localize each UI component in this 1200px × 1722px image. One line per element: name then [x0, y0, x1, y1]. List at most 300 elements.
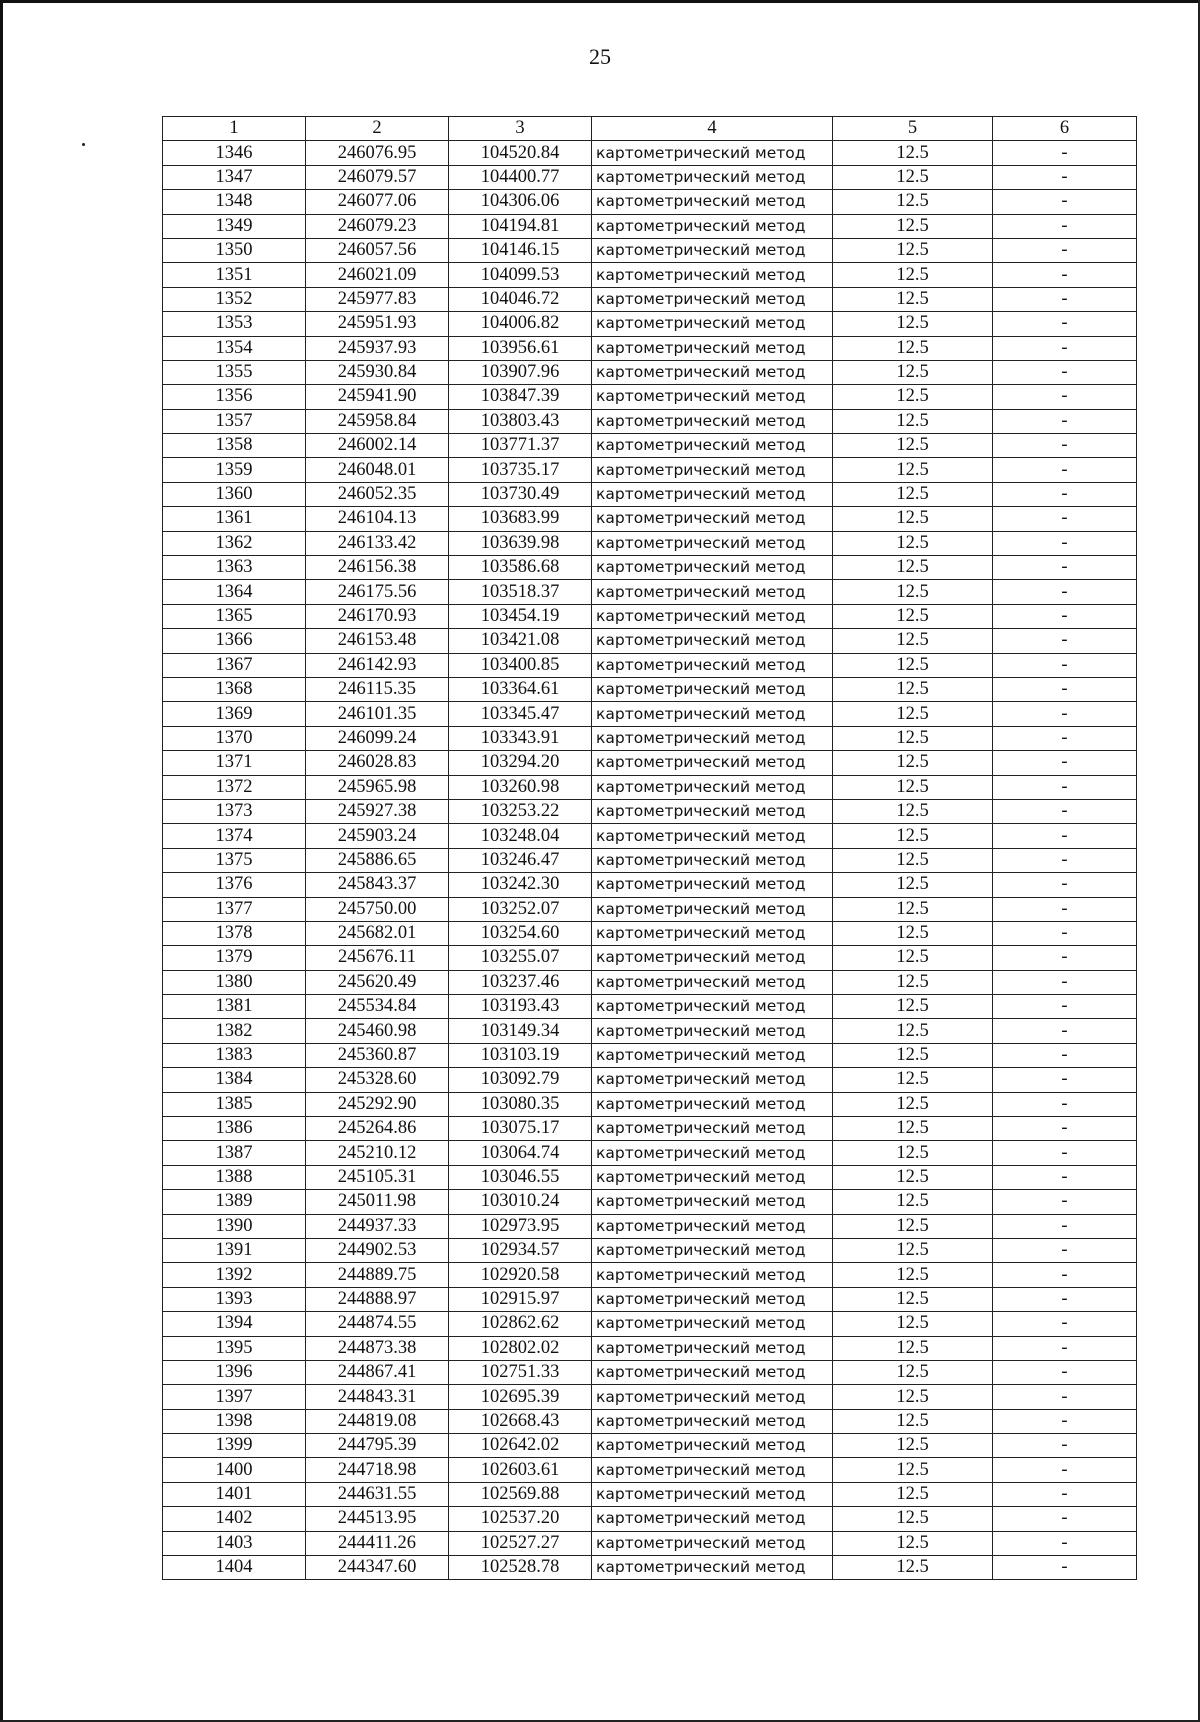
accuracy-cell: 12.5: [833, 1043, 993, 1067]
accuracy-cell: 12.5: [833, 921, 993, 945]
table-row: [163, 751, 1137, 775]
accuracy-cell: 12.5: [833, 434, 993, 458]
y-coordinate-cell: 103242.30: [449, 873, 592, 897]
method-cell: картометрический метод: [592, 190, 833, 214]
point-number-cell: 1393: [163, 1287, 306, 1311]
column-header-4: 4: [592, 117, 833, 141]
table-row: [163, 1385, 1137, 1409]
table-body: [163, 141, 1137, 1580]
x-coordinate-cell: 244867.41: [306, 1360, 449, 1384]
y-coordinate-cell: 102915.97: [449, 1287, 592, 1311]
y-coordinate-cell: 102802.02: [449, 1336, 592, 1360]
method-cell: картометрический метод: [592, 1287, 833, 1311]
y-coordinate-cell: 103092.79: [449, 1068, 592, 1092]
x-coordinate-cell: 245360.87: [306, 1043, 449, 1067]
x-coordinate-cell: 246028.83: [306, 751, 449, 775]
y-coordinate-cell: 103586.68: [449, 556, 592, 580]
method-cell: картометрический метод: [592, 1238, 833, 1262]
accuracy-cell: 12.5: [833, 970, 993, 994]
method-cell: картометрический метод: [592, 238, 833, 262]
method-cell: картометрический метод: [592, 1141, 833, 1165]
x-coordinate-cell: 245937.93: [306, 336, 449, 360]
point-number-cell: 1353: [163, 312, 306, 336]
point-number-cell: 1382: [163, 1019, 306, 1043]
y-coordinate-cell: 103771.37: [449, 434, 592, 458]
method-cell: картометрический метод: [592, 141, 833, 165]
accuracy-cell: 12.5: [833, 1141, 993, 1165]
table-row: [163, 312, 1137, 336]
table-row: [163, 1312, 1137, 1336]
column-header-3: 3: [449, 117, 592, 141]
table-row: [163, 1360, 1137, 1384]
description-cell: -: [993, 629, 1137, 653]
point-number-cell: 1395: [163, 1336, 306, 1360]
x-coordinate-cell: 245930.84: [306, 360, 449, 384]
accuracy-cell: 12.5: [833, 1531, 993, 1555]
accuracy-cell: 12.5: [833, 580, 993, 604]
table-row: [163, 946, 1137, 970]
y-coordinate-cell: 103260.98: [449, 775, 592, 799]
method-cell: картометрический метод: [592, 360, 833, 384]
page-number: 25: [589, 44, 611, 69]
accuracy-cell: 12.5: [833, 458, 993, 482]
accuracy-cell: 12.5: [833, 360, 993, 384]
method-cell: картометрический метод: [592, 726, 833, 750]
description-cell: -: [993, 1312, 1137, 1336]
point-number-cell: 1383: [163, 1043, 306, 1067]
method-cell: картометрический метод: [592, 677, 833, 701]
y-coordinate-cell: 104306.06: [449, 190, 592, 214]
description-cell: -: [993, 824, 1137, 848]
table-row: [163, 287, 1137, 311]
scan-edge-left: [0, 0, 3, 1722]
method-cell: картометрический метод: [592, 580, 833, 604]
point-number-cell: 1355: [163, 360, 306, 384]
table-row: [163, 604, 1137, 628]
table-row: [163, 1141, 1137, 1165]
table-row: [163, 897, 1137, 921]
description-cell: -: [993, 726, 1137, 750]
accuracy-cell: 12.5: [833, 1190, 993, 1214]
point-number-cell: 1363: [163, 556, 306, 580]
x-coordinate-cell: 244937.33: [306, 1214, 449, 1238]
method-cell: картометрический метод: [592, 1068, 833, 1092]
x-coordinate-cell: 246156.38: [306, 556, 449, 580]
accuracy-cell: 12.5: [833, 531, 993, 555]
y-coordinate-cell: 104520.84: [449, 141, 592, 165]
x-coordinate-cell: 245927.38: [306, 799, 449, 823]
x-coordinate-cell: 245750.00: [306, 897, 449, 921]
y-coordinate-cell: 103730.49: [449, 482, 592, 506]
y-coordinate-cell: 103149.34: [449, 1019, 592, 1043]
description-cell: -: [993, 799, 1137, 823]
point-number-cell: 1402: [163, 1507, 306, 1531]
x-coordinate-cell: 246052.35: [306, 482, 449, 506]
y-coordinate-cell: 103237.46: [449, 970, 592, 994]
point-number-cell: 1391: [163, 1238, 306, 1262]
description-cell: -: [993, 1434, 1137, 1458]
accuracy-cell: 12.5: [833, 1360, 993, 1384]
x-coordinate-cell: 245958.84: [306, 409, 449, 433]
x-coordinate-cell: 246099.24: [306, 726, 449, 750]
y-coordinate-cell: 103907.96: [449, 360, 592, 384]
table-row: [163, 1287, 1137, 1311]
description-cell: -: [993, 1336, 1137, 1360]
method-cell: картометрический метод: [592, 775, 833, 799]
y-coordinate-cell: 103518.37: [449, 580, 592, 604]
description-cell: -: [993, 1043, 1137, 1067]
point-number-cell: 1392: [163, 1263, 306, 1287]
accuracy-cell: 12.5: [833, 238, 993, 262]
description-cell: -: [993, 409, 1137, 433]
point-number-cell: 1404: [163, 1556, 306, 1580]
y-coordinate-cell: 103064.74: [449, 1141, 592, 1165]
accuracy-cell: 12.5: [833, 1434, 993, 1458]
accuracy-cell: 12.5: [833, 848, 993, 872]
x-coordinate-cell: 246076.95: [306, 141, 449, 165]
method-cell: картометрический метод: [592, 1019, 833, 1043]
x-coordinate-cell: 245951.93: [306, 312, 449, 336]
point-number-cell: 1384: [163, 1068, 306, 1092]
accuracy-cell: 12.5: [833, 409, 993, 433]
accuracy-cell: 12.5: [833, 653, 993, 677]
description-cell: -: [993, 1287, 1137, 1311]
table-row: [163, 141, 1137, 165]
description-cell: -: [993, 336, 1137, 360]
y-coordinate-cell: 102569.88: [449, 1482, 592, 1506]
point-number-cell: 1398: [163, 1409, 306, 1433]
method-cell: картометрический метод: [592, 165, 833, 189]
description-cell: -: [993, 1385, 1137, 1409]
y-coordinate-cell: 103075.17: [449, 1117, 592, 1141]
y-coordinate-cell: 103253.22: [449, 799, 592, 823]
table-row: [163, 995, 1137, 1019]
method-cell: картометрический метод: [592, 214, 833, 238]
x-coordinate-cell: 246079.57: [306, 165, 449, 189]
table-row: [163, 190, 1137, 214]
method-cell: картометрический метод: [592, 1117, 833, 1141]
y-coordinate-cell: 102862.62: [449, 1312, 592, 1336]
table-row: [163, 507, 1137, 531]
table-row: [163, 653, 1137, 677]
y-coordinate-cell: 103252.07: [449, 897, 592, 921]
method-cell: картометрический метод: [592, 1336, 833, 1360]
method-cell: картометрический метод: [592, 482, 833, 506]
y-coordinate-cell: 103255.07: [449, 946, 592, 970]
description-cell: -: [993, 1117, 1137, 1141]
point-number-cell: 1396: [163, 1360, 306, 1384]
y-coordinate-cell: 103683.99: [449, 507, 592, 531]
method-cell: картометрический метод: [592, 1214, 833, 1238]
y-coordinate-cell: 103345.47: [449, 702, 592, 726]
point-number-cell: 1371: [163, 751, 306, 775]
point-number-cell: 1399: [163, 1434, 306, 1458]
x-coordinate-cell: 245843.37: [306, 873, 449, 897]
table-row: [163, 873, 1137, 897]
y-coordinate-cell: 102920.58: [449, 1263, 592, 1287]
y-coordinate-cell: 103010.24: [449, 1190, 592, 1214]
x-coordinate-cell: 244889.75: [306, 1263, 449, 1287]
table-header-row: [163, 117, 1137, 141]
description-cell: -: [993, 677, 1137, 701]
point-number-cell: 1394: [163, 1312, 306, 1336]
x-coordinate-cell: 246153.48: [306, 629, 449, 653]
accuracy-cell: 12.5: [833, 141, 993, 165]
accuracy-cell: 12.5: [833, 1385, 993, 1409]
x-coordinate-cell: 245676.11: [306, 946, 449, 970]
method-cell: картометрический метод: [592, 458, 833, 482]
accuracy-cell: 12.5: [833, 1019, 993, 1043]
x-coordinate-cell: 244843.31: [306, 1385, 449, 1409]
description-cell: -: [993, 653, 1137, 677]
x-coordinate-cell: 244795.39: [306, 1434, 449, 1458]
table-row: [163, 1068, 1137, 1092]
x-coordinate-cell: 246142.93: [306, 653, 449, 677]
point-number-cell: 1362: [163, 531, 306, 555]
description-cell: -: [993, 1409, 1137, 1433]
method-cell: картометрический метод: [592, 702, 833, 726]
accuracy-cell: 12.5: [833, 1409, 993, 1433]
x-coordinate-cell: 246175.56: [306, 580, 449, 604]
description-cell: -: [993, 1458, 1137, 1482]
table-row: [163, 1092, 1137, 1116]
y-coordinate-cell: 102695.39: [449, 1385, 592, 1409]
accuracy-cell: 12.5: [833, 629, 993, 653]
y-coordinate-cell: 104046.72: [449, 287, 592, 311]
y-coordinate-cell: 102668.43: [449, 1409, 592, 1433]
x-coordinate-cell: 244902.53: [306, 1238, 449, 1262]
point-number-cell: 1368: [163, 677, 306, 701]
point-number-cell: 1401: [163, 1482, 306, 1506]
accuracy-cell: 12.5: [833, 604, 993, 628]
point-number-cell: 1365: [163, 604, 306, 628]
point-number-cell: 1403: [163, 1531, 306, 1555]
table-row: [163, 702, 1137, 726]
accuracy-cell: 12.5: [833, 1482, 993, 1506]
table-row: [163, 970, 1137, 994]
accuracy-cell: 12.5: [833, 726, 993, 750]
table-row: [163, 1019, 1137, 1043]
table-row: [163, 482, 1137, 506]
accuracy-cell: 12.5: [833, 556, 993, 580]
description-cell: -: [993, 897, 1137, 921]
description-cell: -: [993, 1263, 1137, 1287]
table-row: [163, 434, 1137, 458]
method-cell: картометрический метод: [592, 1312, 833, 1336]
x-coordinate-cell: 246057.56: [306, 238, 449, 262]
accuracy-cell: 12.5: [833, 336, 993, 360]
y-coordinate-cell: 102751.33: [449, 1360, 592, 1384]
accuracy-cell: 12.5: [833, 1068, 993, 1092]
y-coordinate-cell: 102528.78: [449, 1556, 592, 1580]
table-row: [163, 336, 1137, 360]
table-row: [163, 1165, 1137, 1189]
table-row: [163, 1043, 1137, 1067]
table-row: [163, 629, 1137, 653]
method-cell: картометрический метод: [592, 1434, 833, 1458]
method-cell: картометрический метод: [592, 897, 833, 921]
point-number-cell: 1374: [163, 824, 306, 848]
y-coordinate-cell: 103046.55: [449, 1165, 592, 1189]
method-cell: картометрический метод: [592, 1092, 833, 1116]
method-cell: картометрический метод: [592, 1482, 833, 1506]
x-coordinate-cell: 245210.12: [306, 1141, 449, 1165]
table-row: [163, 775, 1137, 799]
point-number-cell: 1360: [163, 482, 306, 506]
description-cell: -: [993, 848, 1137, 872]
x-coordinate-cell: 245941.90: [306, 385, 449, 409]
y-coordinate-cell: 104006.82: [449, 312, 592, 336]
description-cell: -: [993, 775, 1137, 799]
x-coordinate-cell: 245460.98: [306, 1019, 449, 1043]
accuracy-cell: 12.5: [833, 677, 993, 701]
scan-speck: [82, 143, 85, 146]
method-cell: картометрический метод: [592, 1360, 833, 1384]
accuracy-cell: 12.5: [833, 824, 993, 848]
description-cell: -: [993, 531, 1137, 555]
point-number-cell: 1358: [163, 434, 306, 458]
x-coordinate-cell: 245620.49: [306, 970, 449, 994]
accuracy-cell: 12.5: [833, 1336, 993, 1360]
x-coordinate-cell: 244819.08: [306, 1409, 449, 1433]
y-coordinate-cell: 103735.17: [449, 458, 592, 482]
x-coordinate-cell: 244347.60: [306, 1556, 449, 1580]
x-coordinate-cell: 245965.98: [306, 775, 449, 799]
description-cell: -: [993, 1556, 1137, 1580]
x-coordinate-cell: 245534.84: [306, 995, 449, 1019]
x-coordinate-cell: 245264.86: [306, 1117, 449, 1141]
point-number-cell: 1348: [163, 190, 306, 214]
x-coordinate-cell: 246002.14: [306, 434, 449, 458]
accuracy-cell: 12.5: [833, 214, 993, 238]
accuracy-cell: 12.5: [833, 1312, 993, 1336]
point-number-cell: 1349: [163, 214, 306, 238]
method-cell: картометрический метод: [592, 385, 833, 409]
description-cell: -: [993, 434, 1137, 458]
coordinates-table: [162, 116, 1137, 1580]
description-cell: -: [993, 580, 1137, 604]
y-coordinate-cell: 103364.61: [449, 677, 592, 701]
y-coordinate-cell: 103248.04: [449, 824, 592, 848]
description-cell: -: [993, 873, 1137, 897]
y-coordinate-cell: 102603.61: [449, 1458, 592, 1482]
x-coordinate-cell: 244873.38: [306, 1336, 449, 1360]
method-cell: картометрический метод: [592, 287, 833, 311]
point-number-cell: 1376: [163, 873, 306, 897]
method-cell: картометрический метод: [592, 751, 833, 775]
description-cell: -: [993, 1507, 1137, 1531]
description-cell: -: [993, 1238, 1137, 1262]
y-coordinate-cell: 102527.27: [449, 1531, 592, 1555]
description-cell: -: [993, 360, 1137, 384]
point-number-cell: 1397: [163, 1385, 306, 1409]
y-coordinate-cell: 104146.15: [449, 238, 592, 262]
table-row: [163, 1263, 1137, 1287]
point-number-cell: 1378: [163, 921, 306, 945]
column-header-6: 6: [993, 117, 1137, 141]
column-header-1: 1: [163, 117, 306, 141]
y-coordinate-cell: 102934.57: [449, 1238, 592, 1262]
accuracy-cell: 12.5: [833, 751, 993, 775]
x-coordinate-cell: 246048.01: [306, 458, 449, 482]
y-coordinate-cell: 103454.19: [449, 604, 592, 628]
method-cell: картометрический метод: [592, 995, 833, 1019]
method-cell: картометрический метод: [592, 1531, 833, 1555]
point-number-cell: 1390: [163, 1214, 306, 1238]
x-coordinate-cell: 246079.23: [306, 214, 449, 238]
method-cell: картометрический метод: [592, 434, 833, 458]
point-number-cell: 1386: [163, 1117, 306, 1141]
method-cell: картометрический метод: [592, 312, 833, 336]
method-cell: картометрический метод: [592, 531, 833, 555]
x-coordinate-cell: 245886.65: [306, 848, 449, 872]
x-coordinate-cell: 246077.06: [306, 190, 449, 214]
point-number-cell: 1359: [163, 458, 306, 482]
point-number-cell: 1400: [163, 1458, 306, 1482]
point-number-cell: 1361: [163, 507, 306, 531]
table-row: [163, 409, 1137, 433]
description-cell: -: [993, 141, 1137, 165]
table-row: [163, 580, 1137, 604]
y-coordinate-cell: 103246.47: [449, 848, 592, 872]
table-row: [163, 1238, 1137, 1262]
point-number-cell: 1346: [163, 141, 306, 165]
accuracy-cell: 12.5: [833, 1507, 993, 1531]
point-number-cell: 1381: [163, 995, 306, 1019]
description-cell: -: [993, 312, 1137, 336]
y-coordinate-cell: 103254.60: [449, 921, 592, 945]
x-coordinate-cell: 245682.01: [306, 921, 449, 945]
description-cell: -: [993, 1360, 1137, 1384]
description-cell: -: [993, 263, 1137, 287]
x-coordinate-cell: 244631.55: [306, 1482, 449, 1506]
point-number-cell: 1380: [163, 970, 306, 994]
scan-edge-top: [0, 0, 1200, 3]
method-cell: картометрический метод: [592, 336, 833, 360]
description-cell: -: [993, 751, 1137, 775]
description-cell: -: [993, 1531, 1137, 1555]
description-cell: -: [993, 970, 1137, 994]
accuracy-cell: 12.5: [833, 1458, 993, 1482]
accuracy-cell: 12.5: [833, 873, 993, 897]
description-cell: -: [993, 995, 1137, 1019]
method-cell: картометрический метод: [592, 263, 833, 287]
x-coordinate-cell: 244513.95: [306, 1507, 449, 1531]
method-cell: картометрический метод: [592, 1263, 833, 1287]
table-row: [163, 1190, 1137, 1214]
description-cell: -: [993, 946, 1137, 970]
column-header-5: 5: [833, 117, 993, 141]
table-row: [163, 531, 1137, 555]
point-number-cell: 1347: [163, 165, 306, 189]
method-cell: картометрический метод: [592, 1507, 833, 1531]
accuracy-cell: 12.5: [833, 287, 993, 311]
table-row: [163, 1458, 1137, 1482]
description-cell: -: [993, 287, 1137, 311]
x-coordinate-cell: 245105.31: [306, 1165, 449, 1189]
point-number-cell: 1379: [163, 946, 306, 970]
table-row: [163, 556, 1137, 580]
x-coordinate-cell: 246170.93: [306, 604, 449, 628]
table-row: [163, 1434, 1137, 1458]
accuracy-cell: 12.5: [833, 1238, 993, 1262]
description-cell: -: [993, 1482, 1137, 1506]
point-number-cell: 1367: [163, 653, 306, 677]
y-coordinate-cell: 102973.95: [449, 1214, 592, 1238]
method-cell: картометрический метод: [592, 921, 833, 945]
description-cell: -: [993, 238, 1137, 262]
accuracy-cell: 12.5: [833, 1165, 993, 1189]
